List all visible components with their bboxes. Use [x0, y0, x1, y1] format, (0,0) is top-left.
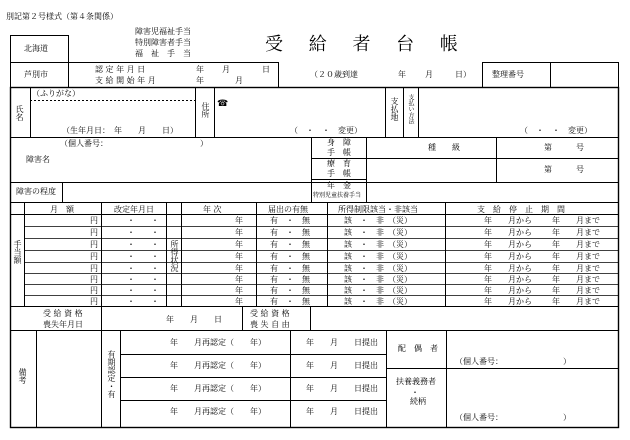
- row-year: 年: [235, 252, 243, 261]
- approval-date-label: 認 定 年 月 日: [95, 65, 146, 74]
- approval-year: 年: [196, 65, 204, 74]
- row-revision-date: ・ ・: [127, 286, 159, 295]
- row-stop-to: 年 月まで: [552, 216, 600, 225]
- row-income-limit: 該 ・ 非 （災）: [344, 240, 412, 249]
- special-child-allowance-label: 特別児童扶養手当: [313, 192, 362, 199]
- address-field[interactable]: [230, 92, 380, 124]
- row-report: 有 ・ 無: [270, 252, 310, 261]
- row-revision-date: ・ ・: [127, 228, 159, 237]
- row-report: 有 ・ 無: [270, 240, 310, 249]
- col-income-limit: 所得制限該当・非該当: [338, 205, 418, 214]
- loss-date: 年 月 日: [166, 315, 222, 324]
- address-label: 住所: [201, 102, 210, 118]
- disability-name-field[interactable]: [64, 150, 308, 178]
- payment-place-field[interactable]: [421, 92, 615, 124]
- name-field[interactable]: [32, 102, 192, 124]
- row-stop-from: 年 月から: [484, 240, 532, 249]
- submitted-entry: 年 月 日提出: [306, 361, 378, 370]
- row-yen: 円: [90, 252, 98, 261]
- age20-year: 年: [398, 70, 406, 79]
- row-stop-to: 年 月まで: [552, 275, 600, 284]
- row-stop-to: 年 月まで: [552, 228, 600, 237]
- row-report: 有 ・ 無: [270, 228, 310, 237]
- rehab-notebook-3: 手: [327, 169, 335, 178]
- row-year: 年: [235, 240, 243, 249]
- row-year: 年: [235, 264, 243, 273]
- payment-method-label: 支払い方法: [407, 94, 414, 124]
- notebook-number-1: 第 号: [544, 143, 584, 152]
- row-yen: 円: [90, 216, 98, 225]
- form-reference: 別記第２号様式（第４条関係）: [6, 12, 118, 21]
- personal-number-label: （個人番号： ）: [60, 139, 208, 148]
- allowance-type-2: 特別障害者手当: [135, 38, 191, 47]
- registry-number-label: 整理番号: [492, 70, 524, 79]
- col-monthly-amount: 月 額: [50, 205, 74, 214]
- payment-change-label: （ ・ ・ 変更）: [520, 126, 592, 135]
- address-change-label: （ ・ ・ 変更）: [290, 126, 362, 135]
- row-year: 年: [235, 286, 243, 295]
- row-revision-date: ・ ・: [127, 216, 159, 225]
- row-income-limit: 該 ・ 非 （災）: [344, 297, 412, 306]
- rehab-notebook-4: 帳: [343, 169, 351, 178]
- row-report: 有 ・ 無: [270, 264, 310, 273]
- row-stop-from: 年 月から: [484, 264, 532, 273]
- row-revision-date: ・ ・: [127, 252, 159, 261]
- supporter-dot: ・: [411, 388, 419, 397]
- physical-notebook-4: 帳: [343, 148, 351, 157]
- payment-start-label: 支 給 開 始 年 月: [95, 76, 156, 85]
- age20-day: 日）: [455, 70, 471, 79]
- income-status-label: 所得状況: [170, 240, 179, 272]
- row-stop-to: 年 月まで: [552, 252, 600, 261]
- row-income-limit: 該 ・ 非 （災）: [344, 264, 412, 273]
- remarks-label: 備考: [18, 368, 27, 384]
- row-revision-date: ・ ・: [127, 240, 159, 249]
- payment-start-month: 月: [235, 76, 243, 85]
- row-income-limit: 該 ・ 非 （災）: [344, 286, 412, 295]
- age20-label: （２０歳到達: [310, 70, 358, 79]
- col-revision-date: 改定年月日: [114, 205, 154, 214]
- recert-entry: 年 月再認定（ 年）: [170, 407, 266, 416]
- phone-icon: ☎: [217, 99, 229, 109]
- pension-label: 年 金: [327, 181, 351, 190]
- recert-entry: 年 月再認定（ 年）: [170, 361, 266, 370]
- row-stop-from: 年 月から: [484, 216, 532, 225]
- grade-label: 種 級: [428, 143, 460, 152]
- row-stop-to: 年 月まで: [552, 286, 600, 295]
- loss-label-2: 喪失年月日: [43, 320, 83, 329]
- page-title: 受 給 者 台 帳: [265, 34, 468, 55]
- row-report: 有 ・ 無: [270, 286, 310, 295]
- allowance-type-1: 障害児福祉手当: [135, 27, 191, 36]
- spouse-label: 配 偶 者: [398, 344, 438, 353]
- row-stop-to: 年 月まで: [552, 240, 600, 249]
- supporter-label: 扶養義務者: [396, 377, 436, 386]
- loss-reason-1: 受 給 資 格: [250, 309, 290, 318]
- loss-reason-field[interactable]: [312, 309, 616, 328]
- row-year: 年: [235, 228, 243, 237]
- city-label: 芦別市: [24, 70, 48, 79]
- row-yen: 円: [90, 240, 98, 249]
- loss-label-1: 受 給 資 格: [43, 309, 83, 318]
- row-yen: 円: [90, 275, 98, 284]
- disability-name-label: 障害名: [26, 155, 50, 164]
- approval-day: 日: [262, 65, 270, 74]
- row-income-limit: 該 ・ 非 （災）: [344, 228, 412, 237]
- row-year: 年: [235, 297, 243, 306]
- row-income-limit: 該 ・ 非 （災）: [344, 252, 412, 261]
- row-year: 年: [235, 216, 243, 225]
- physical-notebook-1: 身: [327, 138, 335, 147]
- periodic-approval-label: 有期認定・有: [107, 350, 116, 398]
- submitted-entry: 年 月 日提出: [306, 384, 378, 393]
- relation-label: 続柄: [410, 397, 426, 406]
- payment-place-label: 支払地: [390, 97, 399, 121]
- allowance-amount-label: 手当額: [13, 240, 22, 264]
- row-revision-date: ・ ・: [127, 297, 159, 306]
- row-revision-date: ・ ・: [127, 264, 159, 273]
- row-stop-from: 年 月から: [484, 252, 532, 261]
- col-year: 年 次: [203, 205, 222, 214]
- prefecture-label: 北海道: [24, 44, 48, 53]
- recert-entry: 年 月再認定（ 年）: [170, 384, 266, 393]
- col-suspension-period: 支 給 停 止 期 間: [477, 205, 565, 214]
- submitted-entry: 年 月 日提出: [306, 407, 378, 416]
- registry-number-field[interactable]: [552, 64, 616, 86]
- birth-date-label: （生年月日： 年 月 日）: [62, 126, 178, 135]
- allowance-type-3: 福 祉 手 当: [135, 49, 191, 58]
- rehab-notebook-2: 育: [343, 159, 351, 168]
- row-income-limit: 該 ・ 非 （災）: [344, 275, 412, 284]
- row-yen: 円: [90, 286, 98, 295]
- row-yen: 円: [90, 228, 98, 237]
- row-yen: 円: [90, 264, 98, 273]
- row-report: 有 ・ 無: [270, 216, 310, 225]
- recert-entry: 年 月再認定（ 年）: [170, 338, 266, 347]
- row-revision-date: ・ ・: [127, 275, 159, 284]
- payment-start-year: 年: [196, 76, 204, 85]
- row-stop-from: 年 月から: [484, 297, 532, 306]
- row-yen: 円: [90, 297, 98, 306]
- row-stop-to: 年 月まで: [552, 264, 600, 273]
- row-report: 有 ・ 無: [270, 275, 310, 284]
- approval-month: 月: [222, 65, 230, 74]
- physical-notebook-2: 障: [343, 138, 351, 147]
- disability-degree-field[interactable]: [64, 184, 308, 200]
- row-stop-from: 年 月から: [484, 228, 532, 237]
- row-year: 年: [235, 275, 243, 284]
- loss-reason-2: 喪 失 自 由: [250, 320, 290, 329]
- row-stop-to: 年 月まで: [552, 297, 600, 306]
- spouse-personal-number: （個人番号： ）: [455, 357, 571, 366]
- col-report: 届出の有無: [268, 205, 308, 214]
- disability-degree-label: 障害の程度: [16, 187, 56, 196]
- rehab-notebook-1: 療: [327, 159, 335, 168]
- physical-notebook-3: 手: [327, 148, 335, 157]
- row-report: 有 ・ 無: [270, 297, 310, 306]
- age20-month: 月: [425, 70, 433, 79]
- row-income-limit: 該 ・ 非 （災）: [344, 216, 412, 225]
- notebook-number-2: 第 号: [544, 165, 584, 174]
- submitted-entry: 年 月 日提出: [306, 338, 378, 347]
- row-stop-from: 年 月から: [484, 275, 532, 284]
- furigana-label: （ふりがな）: [32, 89, 80, 98]
- row-stop-from: 年 月から: [484, 286, 532, 295]
- name-label: 氏名: [15, 105, 24, 121]
- supporter-personal-number: （個人番号： ）: [455, 413, 571, 422]
